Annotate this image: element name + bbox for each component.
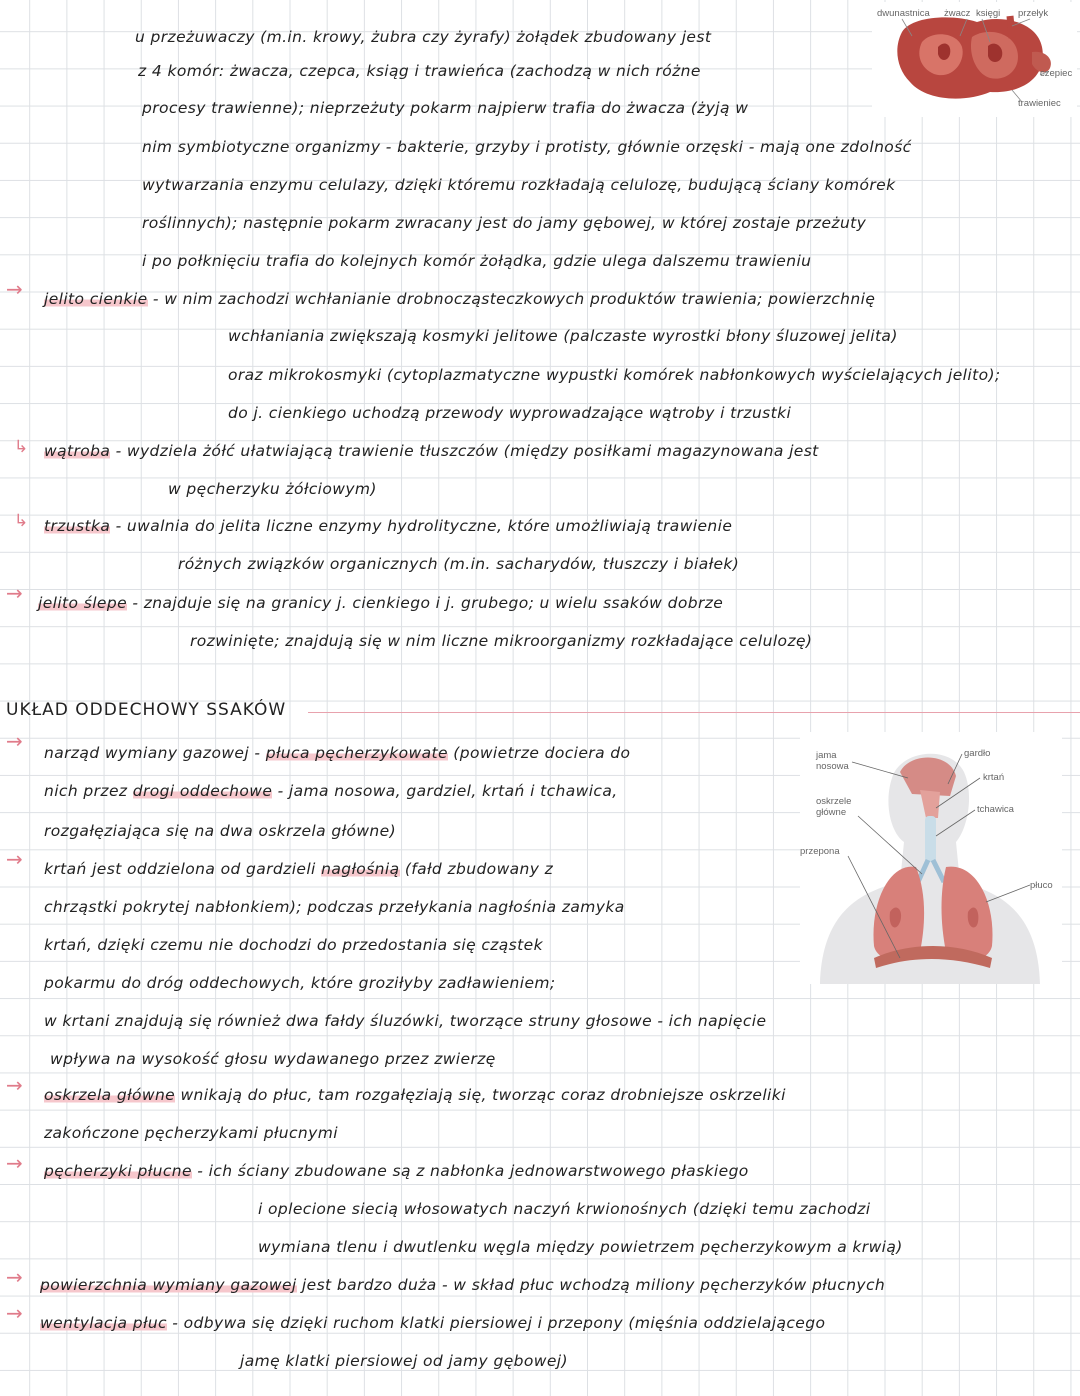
entry-krtan: krtań jest oddzielona od gardzieli nagłośnią (fałd zbudowany z — [44, 860, 554, 878]
section-heading: UKŁAD ODDECHOWY SSAKÓW — [6, 700, 287, 720]
term-jelito-cienkie: jelito cienkie — [44, 290, 148, 308]
text-line: krtań, dzięki czemu nie dochodzi do przedostania się cząstek — [44, 936, 543, 954]
label-przepona: przepona — [800, 846, 840, 857]
entry-text: - znajduje się na granicy j. cienkiego i j. grubego; u wielu ssaków dobrze — [127, 594, 724, 612]
entry-narzad-wymiany: narząd wymiany gazowej - płuca pęcherzykowate (powietrze dociera do — [44, 744, 631, 762]
term-wentylacja-pluc: wentylacja płuc — [40, 1314, 167, 1332]
entry-text: - wydziela żółć ułatwiającą trawienie tłuszczów (między posiłkami magazynowana jest — [110, 442, 819, 460]
term-pecherzyki-plucne: pęcherzyki płucne — [44, 1162, 192, 1180]
stomach-figure — [872, 2, 1077, 117]
return-arrow-icon: ↳ — [14, 511, 29, 531]
arrow-icon: → — [6, 581, 23, 605]
text-line: oraz mikrokosmyki (cytoplazmatyczne wypustki komórek nabłonkowych wyścielających jelito); — [228, 366, 1001, 384]
text-line: w krtani znajdują się również dwa fałdy śluzówki, tworzące struny głosowe - ich napięcie — [44, 1012, 767, 1030]
text-line: różnych związków organicznych (m.in. sacharydów, tłuszczy i białek) — [178, 555, 740, 573]
label-ksiegi: księgi — [976, 8, 1001, 19]
entry-jelito-slepe — [38, 592, 723, 614]
text-line: zakończone pęcherzykami płucnymi — [44, 1124, 338, 1142]
arrow-icon: → — [6, 1073, 23, 1097]
arrow-icon: → — [6, 729, 23, 753]
arrow-icon: → — [6, 277, 23, 301]
term-pluca-pecherzykowate: płuca pęcherzykowate — [265, 744, 448, 762]
entry-jelito-cienkie — [44, 288, 875, 310]
entry-pecherzyki-plucne: pęcherzyki płucne - ich ściany zbudowane są z nabłonka jednowarstwowego płaskiego — [44, 1162, 749, 1180]
label-trawieniec: trawieniec — [1018, 98, 1061, 109]
entry-powierzchnia-wymiany: powierzchnia wymiany gazowej jest bardzo duża - w skład płuc wchodzą miliony pęcherzyków płucnych — [40, 1276, 886, 1294]
text-line: wytwarzania enzymu celulazy, dzięki któremu rozkładają celulozę, budującą ściany komórek — [142, 176, 896, 194]
return-arrow-icon: ↳ — [14, 437, 29, 457]
text-line: pokarmu do dróg oddechowych, które groziłyby zadławieniem; — [44, 974, 556, 992]
label-dwunastnica: dwunastnica — [877, 8, 930, 19]
lungs-figure — [800, 732, 1062, 984]
term-watroba: wątroba — [44, 442, 111, 460]
term-oskrzela-glowne: oskrzela główne — [44, 1086, 176, 1104]
label-czepiec: czepiec — [1040, 68, 1073, 79]
text-line: i po połknięciu trafia do kolejnych komór żołądka, gdzie ulega dalszemu trawieniu — [142, 252, 812, 270]
text-line: u przeżuwaczy (m.in. krowy, żubra czy żyrafy) żołądek zbudowany jest — [135, 28, 712, 46]
entry-wentylacja-pluc: wentylacja płuc - odbywa się dzięki ruchom klatki piersiowej i przepony (mięśnia oddzielającego — [40, 1314, 826, 1332]
term-naglosnia: nagłośnią — [321, 860, 400, 878]
label-przelyk: przełyk — [1018, 8, 1049, 19]
text-line: rozwinięte; znajdują się w nim liczne mikroorganizmy rozkładające celulozę) — [190, 632, 813, 650]
arrow-icon: → — [6, 847, 23, 871]
text-line: rozgałęziająca się na dwa oskrzela główne) — [44, 822, 397, 840]
term-powierzchnia-wymiany: powierzchnia wymiany gazowej — [40, 1276, 297, 1294]
entry-trzustka — [44, 515, 732, 537]
text-line: i oplecione siecią włosowatych naczyń krwionośnych (dzięki temu zachodzi — [258, 1200, 871, 1218]
entry-text: - uwalnia do jelita liczne enzymy hydrolityczne, które umożliwiają trawienie — [110, 517, 733, 535]
label-tchawica: tchawica — [977, 804, 1014, 815]
arrow-icon: → — [6, 1265, 23, 1289]
text-line: wymiana tlenu i dwutlenku węgla między powietrzem pęcherzykowym a krwią) — [258, 1238, 903, 1256]
term-jelito-slepe: jelito ślepe — [38, 594, 128, 612]
label-zwacz: żwacz — [944, 8, 971, 19]
text-line: w pęcherzyku żółciowym) — [168, 480, 377, 498]
label-oskrzele-glowne: oskrzele główne — [816, 796, 852, 818]
entry-watroba — [44, 440, 819, 462]
text-line: do j. cienkiego uchodzą przewody wyprowadzające wątroby i trzustki — [228, 404, 792, 422]
text-line: wpływa na wysokość głosu wydawanego przez zwierzę — [50, 1050, 496, 1068]
term-trzustka: trzustka — [44, 517, 111, 535]
entry-oskrzela-glowne: oskrzela główne wnikają do płuc, tam rozgałęziają się, tworząc coraz drobniejsze oskrzeliki — [44, 1086, 786, 1104]
label-pluco: płuco — [1030, 880, 1053, 891]
text-line: jamę klatki piersiowej od jamy gębowej) — [240, 1352, 568, 1370]
text-line: nich przez drogi oddechowe - jama nosowa, gardziel, krtań i tchawica, — [44, 782, 618, 800]
text-line: z 4 komór: żwacza, czepca, ksiąg i trawieńca (zachodzą w nich różne — [138, 62, 701, 80]
text-line: nim symbiotyczne organizmy - bakterie, grzyby i protisty, głównie orzęski - mają one zdolność — [142, 138, 912, 156]
text-line: wchłaniania zwiększają kosmyki jelitowe (palczaste wyrostki błony śluzowej jelita) — [228, 327, 898, 345]
entry-text: - w nim zachodzi wchłanianie drobnocząsteczkowych produktów trawienia; powierzchnię — [147, 290, 876, 308]
term-drogi-oddechowe: drogi oddechowe — [132, 782, 273, 800]
label-krtan: krtań — [983, 772, 1005, 783]
arrow-icon: → — [6, 1301, 23, 1325]
arrow-icon: → — [6, 1151, 23, 1175]
label-jama-nosowa: jama nosowa — [816, 750, 849, 772]
text-line: procesy trawienne); nieprzeżuty pokarm najpierw trafia do żwacza (żyją w — [142, 99, 749, 117]
text-line: roślinnych); następnie pokarm zwracany jest do jamy gębowej, w której zostaje przeżuty — [142, 214, 867, 232]
heading-underline — [308, 712, 1080, 713]
text-line: chrząstki pokrytej nabłonkiem); podczas przełykania nagłośnia zamyka — [44, 898, 625, 916]
label-gardlo: gardło — [964, 748, 991, 759]
